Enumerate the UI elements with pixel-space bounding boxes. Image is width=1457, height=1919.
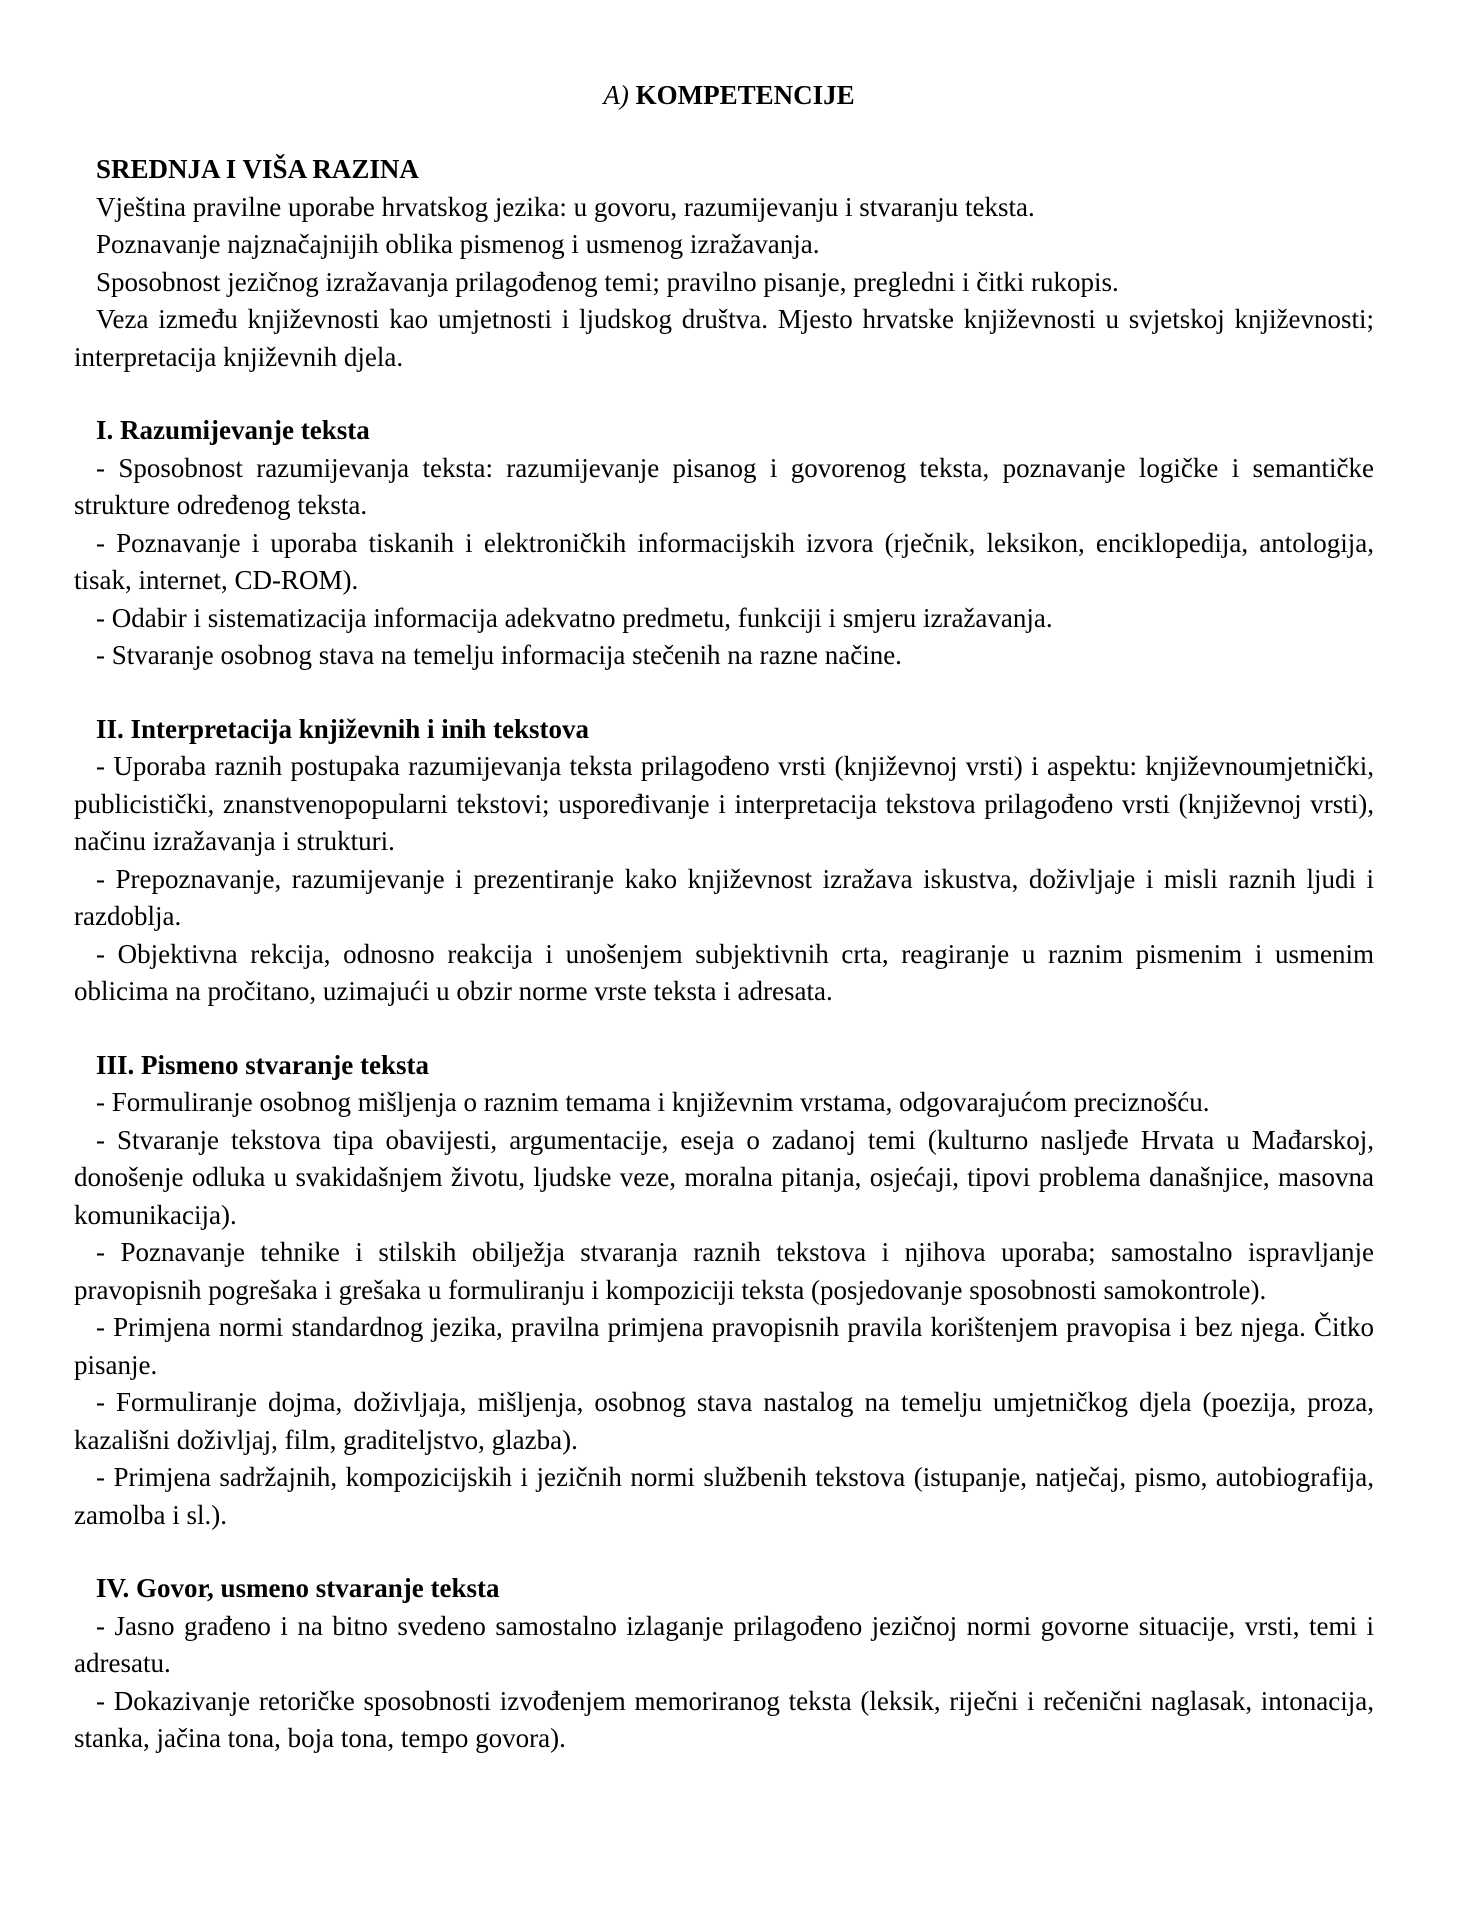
list-item: - Sposobnost razumijevanja teksta: razumijevanje pisanog i govorenog teksta, poznavanje logičke i semantičke strukture određenog teksta. (74, 452, 1374, 520)
section-govor (74, 1570, 1374, 1758)
document-page (74, 80, 1374, 1758)
list-item: - Jasno građeno i na bitno svedeno samostalno izlaganje prilagođeno jezičnoj normi govorne situacije, vrsti, temi i adresatu. (74, 1610, 1374, 1678)
title-prefix: A) (603, 80, 629, 110)
section-heading: III. Pismeno stvaranje teksta (96, 1049, 429, 1080)
list-item: - Poznavanje tehnike i stilskih obilježja stvaranja raznih tekstova i njihova uporaba; samostalno ispravljanje pravopisnih pogrešaka i grešaka u formuliranju i kompoziciji teksta (posjedovanje sposobnosti samokontrole). (74, 1237, 1374, 1305)
paragraph: Sposobnost jezičnog izražavanja prilagođenog temi; pravilno pisanje, pregledni i čitki rukopis. (96, 266, 1119, 297)
list-item: - Formuliranje osobnog mišljenja o raznim temama i književnim vrstama, odgovarajućom preciznošću. (96, 1087, 1210, 1117)
title-main: KOMPETENCIJE (628, 80, 855, 110)
list-item: - Stvaranje osobnog stava na temelju informacija stečenih na razne načine. (96, 640, 902, 670)
list-item: - Primjena sadržajnih, kompozicijskih i jezičnih normi službenih tekstova (istupanje, natječaj, pismo, autobiografija, zamolba i sl.). (74, 1462, 1374, 1530)
paragraph: Vještina pravilne uporabe hrvatskog jezika: u govoru, razumijevanju i stvaranju teksta. (96, 191, 1035, 222)
section-heading: IV. Govor, usmeno stvaranje teksta (96, 1573, 500, 1603)
paragraph: Poznavanje najznačajnijih oblika pismenog i usmenog izražavanja. (96, 229, 820, 259)
list-item: - Formuliranje dojma, doživljaja, mišljenja, osobnog stava nastalog na temelju umjetničkog djela (poezija, proza, kazališni doživljaj, film, graditeljstvo, glazba). (74, 1387, 1374, 1455)
list-item: - Poznavanje i uporaba tiskanih i elektroničkih informacijskih izvora (rječnik, leksikon, enciklopedija, antologija, tisak, internet, CD-ROM). (74, 527, 1374, 595)
list-item: - Primjena normi standardnog jezika, pravilna primjena pravopisnih pravila korištenjem pravopisa i bez njega. Čitko pisanje. (74, 1312, 1374, 1380)
list-item: - Stvaranje tekstova tipa obavijesti, argumentacije, eseja o zadanoj temi (kulturno nasljeđe Hrvata u Mađarskoj, donošenje odluka u svakidašnjem životu, ljudske veze, moralna pitanja, osjećaji, tipovi problema današnjice, masovna komunikacija). (74, 1124, 1374, 1230)
list-item: - Objektivna rekcija, odnosno reakcija i unošenjem subjektivnih crta, reagiranje u raznim pismenim i usmenim oblicima na pročitano, uzimajući u obzir norme vrste teksta i adresata. (74, 938, 1374, 1006)
paragraph: Veza između književnosti kao umjetnosti i ljudskog društva. Mjesto hrvatske književnosti u svjetskoj književnosti; interpretacija književnih djela. (74, 304, 1374, 372)
section-razumijevanje-teksta (74, 412, 1374, 675)
page-title (74, 80, 1374, 111)
section-srednja-visa-razina (74, 151, 1374, 376)
section-heading: II. Interpretacija književnih i inih tekstova (96, 713, 590, 744)
list-item: - Prepoznavanje, razumijevanje i prezentiranje kako književnost izražava iskustva, doživljaje i misli raznih ljudi i razdoblja. (74, 863, 1374, 931)
section-heading: I. Razumijevanje teksta (96, 415, 370, 445)
list-item: - Uporaba raznih postupaka razumijevanja teksta prilagođeno vrsti (književnoj vrsti) i aspektu: književnoumjetnički, publicistički, znanstvenopopularni tekstovi; uspoređivanje i interpretacija tekstova prilagođeno vrsti (književnoj vrsti), načinu izražavanja i strukturi. (74, 751, 1374, 856)
list-item: - Dokazivanje retoričke sposobnosti izvođenjem memoriranog teksta (leksik, riječni i rečenični naglasak, intonacija, stanka, jačina tona, boja tona, tempo govora). (74, 1685, 1374, 1753)
section-heading: SREDNJA I VIŠA RAZINA (96, 154, 419, 184)
section-pismeno-stvaranje (74, 1047, 1374, 1535)
list-item: - Odabir i sistematizacija informacija adekvatno predmetu, funkciji i smjeru izražavanja. (96, 602, 1053, 633)
section-interpretacija (74, 711, 1374, 1011)
